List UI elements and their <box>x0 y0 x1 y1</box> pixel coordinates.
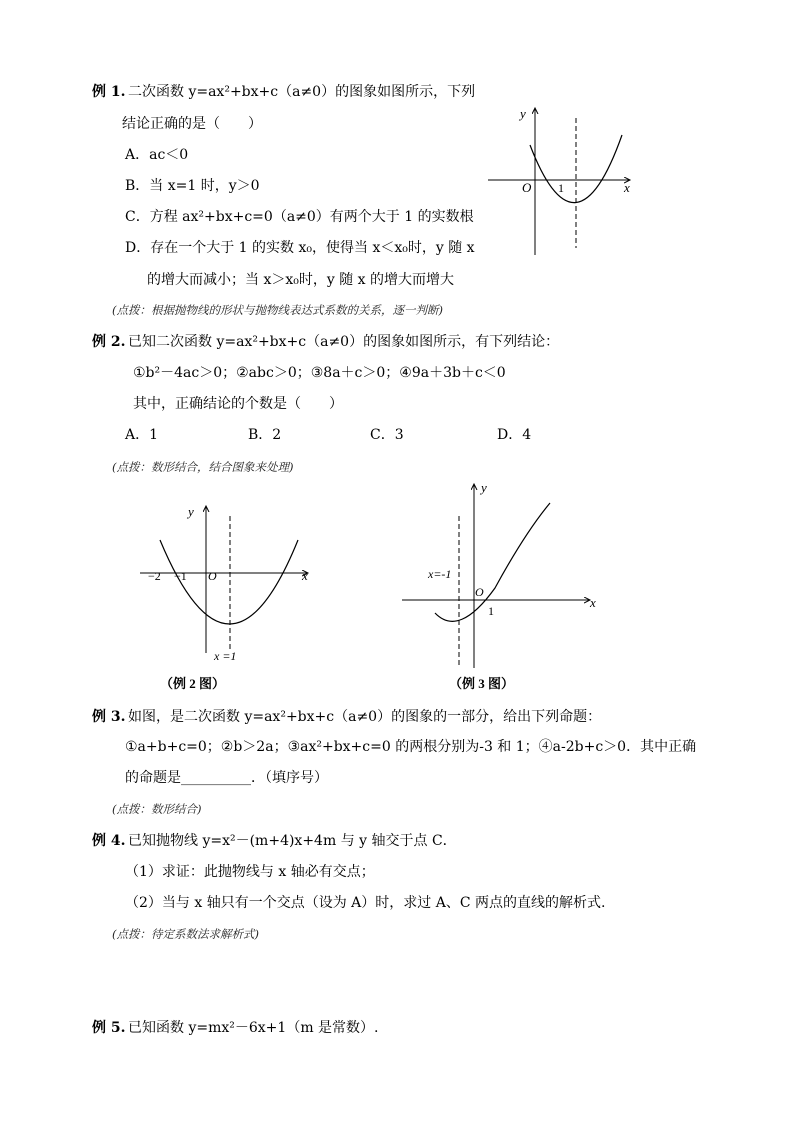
origin-label: O <box>522 180 532 195</box>
ex4-stem: 已知抛物线 y=x²－(m+4)x+4m 与 y 轴交于点 C． <box>128 833 457 849</box>
ex3-figure-caption: （例 3 图） <box>449 676 515 691</box>
ex1-graph <box>480 100 650 260</box>
ex1-option-a: A．ac＜0 <box>125 147 189 163</box>
ex2-graph <box>130 498 330 698</box>
ex4-label: 例 4. <box>92 833 126 849</box>
ex2-hint: (点拨：数形结合，结合图象来处理) <box>112 460 294 474</box>
y-label: y <box>188 504 194 519</box>
ex2-option-b: B．2 <box>248 427 282 443</box>
ex2-option-a: A．1 <box>125 427 159 443</box>
ex1-stem: 二次函数 y=ax²+bx+c（a≠0）的图象如图所示，下列 <box>128 84 476 100</box>
ex1-hint: (点拨：根据抛物线的形状与抛物线表达式系数的关系，逐一判断) <box>112 303 443 317</box>
ex2-stem: 已知二次函数 y=ax²+bx+c（a≠0）的图象如图所示，有下列结论： <box>128 334 560 350</box>
ex1-option-d-cont: 的增大而减小；当 x＞x₀时，y 随 x 的增大而增大 <box>147 272 455 288</box>
x-label: x <box>302 568 308 583</box>
symmetry-axis-label: x =1 <box>214 649 237 663</box>
tick-label-1: 1 <box>558 181 564 195</box>
ex2-label: 例 2. <box>92 334 126 350</box>
ex2-option-d: D．4 <box>497 427 532 443</box>
ex1-option-d: D．存在一个大于 1 的实数 x₀，使得当 x＜x₀时，y 随 x <box>125 240 475 256</box>
ex3-label: 例 3. <box>92 709 126 725</box>
ex5-label: 例 5. <box>92 1020 126 1036</box>
ex3-stem: 如图，是二次函数 y=ax²+bx+c（a≠0）的图象的一部分，给出下列命题： <box>128 709 602 725</box>
tick-label-minus2: −2 <box>148 569 161 583</box>
origin-label: O <box>475 585 484 599</box>
ex1-option-b: B．当 x=1 时，y＞0 <box>125 178 260 194</box>
ex2-question: 其中，正确结论的个数是（ ） <box>133 396 343 412</box>
symmetry-axis-label: x=-1 <box>428 567 452 581</box>
tick-label-minus1: −1 <box>174 569 187 583</box>
ex3-propositions: ①a+b+c=0；②b＞2a；③ax²+bx+c=0 的两根分别为-3 和 1；④a-2b+c＞0．其中正确 <box>125 739 697 755</box>
y-label: y <box>481 480 487 495</box>
x-label: x <box>590 595 596 610</box>
y-label: y <box>520 106 526 121</box>
ex3-answer-blank: 的命题是__________．（填序号） <box>125 770 328 786</box>
origin-label: O <box>208 569 217 583</box>
ex2-conclusions: ①b²－4ac＞0；②abc＞0；③8a＋c＞0；④9a＋3b＋c＜0 <box>133 365 506 381</box>
ex5-stem: 已知函数 y=mx²－6x+1（m 是常数）. <box>128 1020 379 1036</box>
tick-label-1: 1 <box>488 604 494 618</box>
ex1-stem-cont: 结论正确的是（ ） <box>122 116 262 132</box>
ex4-question-1: （1）求证：此抛物线与 x 轴必有交点； <box>125 864 375 880</box>
ex3-graph <box>395 478 610 698</box>
x-label: x <box>624 180 630 195</box>
ex1-option-c: C．方程 ax²+bx+c=0（a≠0）有两个大于 1 的实数根 <box>125 209 474 225</box>
ex3-hint: (点拨：数形结合) <box>112 802 202 816</box>
ex4-hint: (点拨：待定系数法求解析式) <box>112 927 259 941</box>
ex1-label: 例 1. <box>92 84 126 100</box>
ex4-question-2: （2）当与 x 轴只有一个交点（设为 A）时，求过 A、C 两点的直线的解析式. <box>125 895 606 911</box>
ex2-figure-caption: （例 2 图） <box>160 676 226 691</box>
ex2-option-c: C．3 <box>370 427 404 443</box>
